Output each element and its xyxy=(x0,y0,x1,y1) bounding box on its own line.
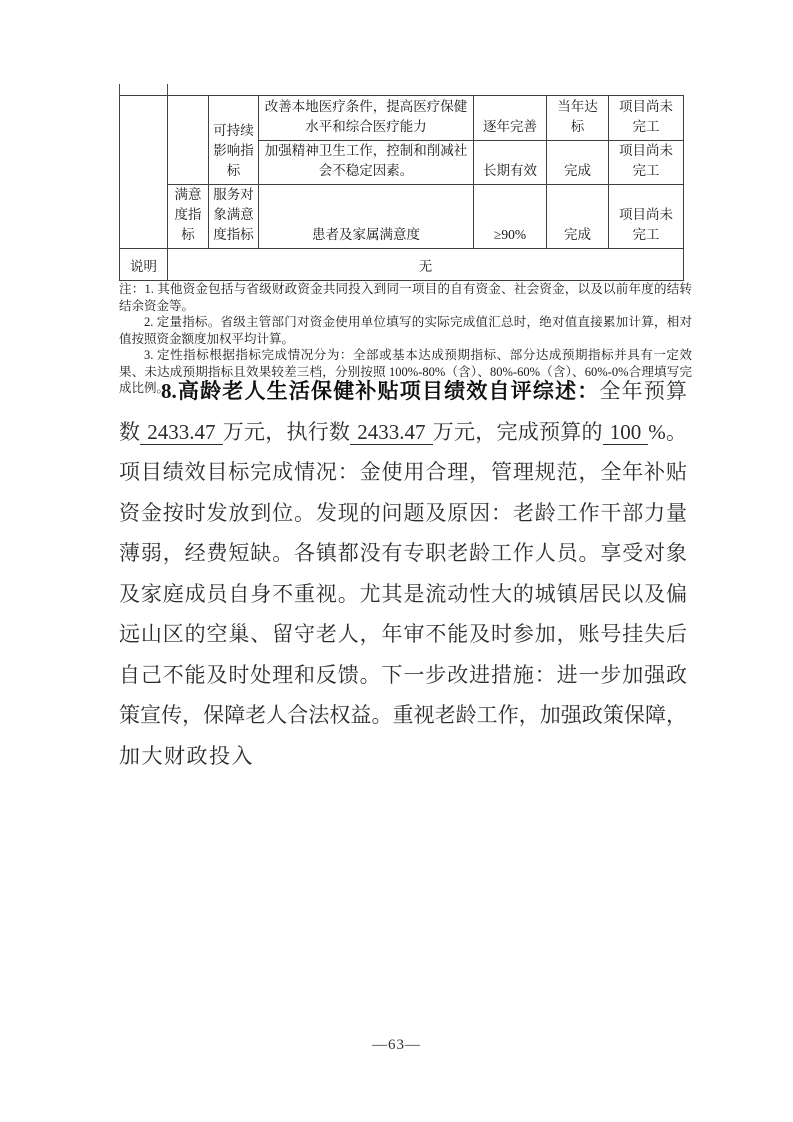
explain-label: 说明 xyxy=(120,249,168,281)
indicator1-text: 改善本地医疗条件，提高医疗保健水平和综合医疗能力 xyxy=(259,96,474,141)
body-line-8: 自己不能及时处理和反馈。下一步改进措施：进一步加强政 xyxy=(119,662,687,687)
table-row xyxy=(120,96,684,141)
body-line-5: 薄弱，经费短缺。各镇都没有专职老龄工作人员。享受对象 xyxy=(119,541,687,565)
indicator2-text: 加强精神卫生工作，控制和削减社会不稳定因素。 xyxy=(259,141,474,185)
category-cell-empty xyxy=(120,96,168,249)
subcategory-cell-empty xyxy=(168,96,209,185)
body-line-7: 远山区的空巢、留守老人，年审不能及时参加，账号挂失后 xyxy=(119,622,687,646)
service-satisfaction-label: 服务对象满意度指标 xyxy=(209,185,259,249)
indicator3-target: ≥90% xyxy=(474,185,547,249)
indicator3-text: 患者及家属满意度 xyxy=(259,185,474,249)
body-text: 万元，完成预算的 xyxy=(432,419,603,444)
footnote-3: 3. 定性指标根据指标完成情况分为：全部或基本达成预期指标、部分达成预期指标并具有一定效果、未达成预期指标且效果较差三档，分别按照 100%-80%（含）、80%-60%（含）、60%-0%合理填写完成比例。 xyxy=(119,348,692,395)
body-text: 数 xyxy=(119,419,141,444)
performance-indicator-table xyxy=(119,95,684,281)
body-line-6: 及家庭成员自身不重视。尤其是流动性大的城镇居民以及偏 xyxy=(119,581,687,606)
section-heading: 8.高龄老人生活保健补贴项目绩效自评综述： xyxy=(161,379,600,403)
table-border-stub xyxy=(167,84,168,95)
table-row xyxy=(120,249,684,281)
indicator1-remark: 项目尚未完工 xyxy=(609,96,684,141)
body-line-1 xyxy=(119,371,687,412)
body-line-2 xyxy=(119,412,687,453)
footnote-1: 注：1. 其他资金包括与省级财政资金共同投入到同一项目的自有资金、社会资金，以及以前年度的结转结余资金等。 xyxy=(119,282,692,313)
footnote-2: 2. 定量指标。省级主管部门对资金使用单位填写的实际完成值汇总时，绝对值直接累加计算，相对值按照资金额度加权平均计算。 xyxy=(119,315,692,346)
indicator2-completion: 完成 xyxy=(547,141,609,185)
satisfaction-indicator-label: 满意度指标 xyxy=(168,185,209,249)
body-text: 万元，执行数 xyxy=(222,419,351,444)
indicator3-remark: 项目尚未完工 xyxy=(609,185,684,249)
indicator2-target: 长期有效 xyxy=(474,141,547,185)
sustainability-indicator-label: 可持续影响指标 xyxy=(209,96,259,185)
indicator3-completion: 完成 xyxy=(547,185,609,249)
body-line-10: 加大财政投入 xyxy=(119,743,254,768)
table-row xyxy=(120,185,684,249)
indicator2-remark: 项目尚未完工 xyxy=(609,141,684,185)
body-line-4: 资金按时发放到位。发现的问题及原因：老龄工作干部力量 xyxy=(119,500,687,525)
table-border-stub xyxy=(119,84,120,95)
completion-percent: 100 xyxy=(603,420,649,445)
self-evaluation-summary xyxy=(119,371,687,776)
page-number: —63— xyxy=(372,1037,421,1053)
body-line-9: 策宣传，保障老人合法权益。重视老龄工作，加强政策保障， xyxy=(119,703,687,727)
body-line-3: 项目绩效目标完成情况：金使用合理，管理规范，全年补贴 xyxy=(119,460,687,484)
explain-value: 无 xyxy=(168,249,684,281)
indicator1-completion: 当年达标 xyxy=(547,96,609,141)
budget-amount: 2433.47 xyxy=(140,420,222,445)
indicator1-target: 逐年完善 xyxy=(474,96,547,141)
body-text: %。 xyxy=(648,419,687,444)
body-text: 全年预算 xyxy=(599,379,688,403)
indicator-table-wrap xyxy=(119,95,684,281)
executed-amount: 2433.47 xyxy=(350,420,432,445)
